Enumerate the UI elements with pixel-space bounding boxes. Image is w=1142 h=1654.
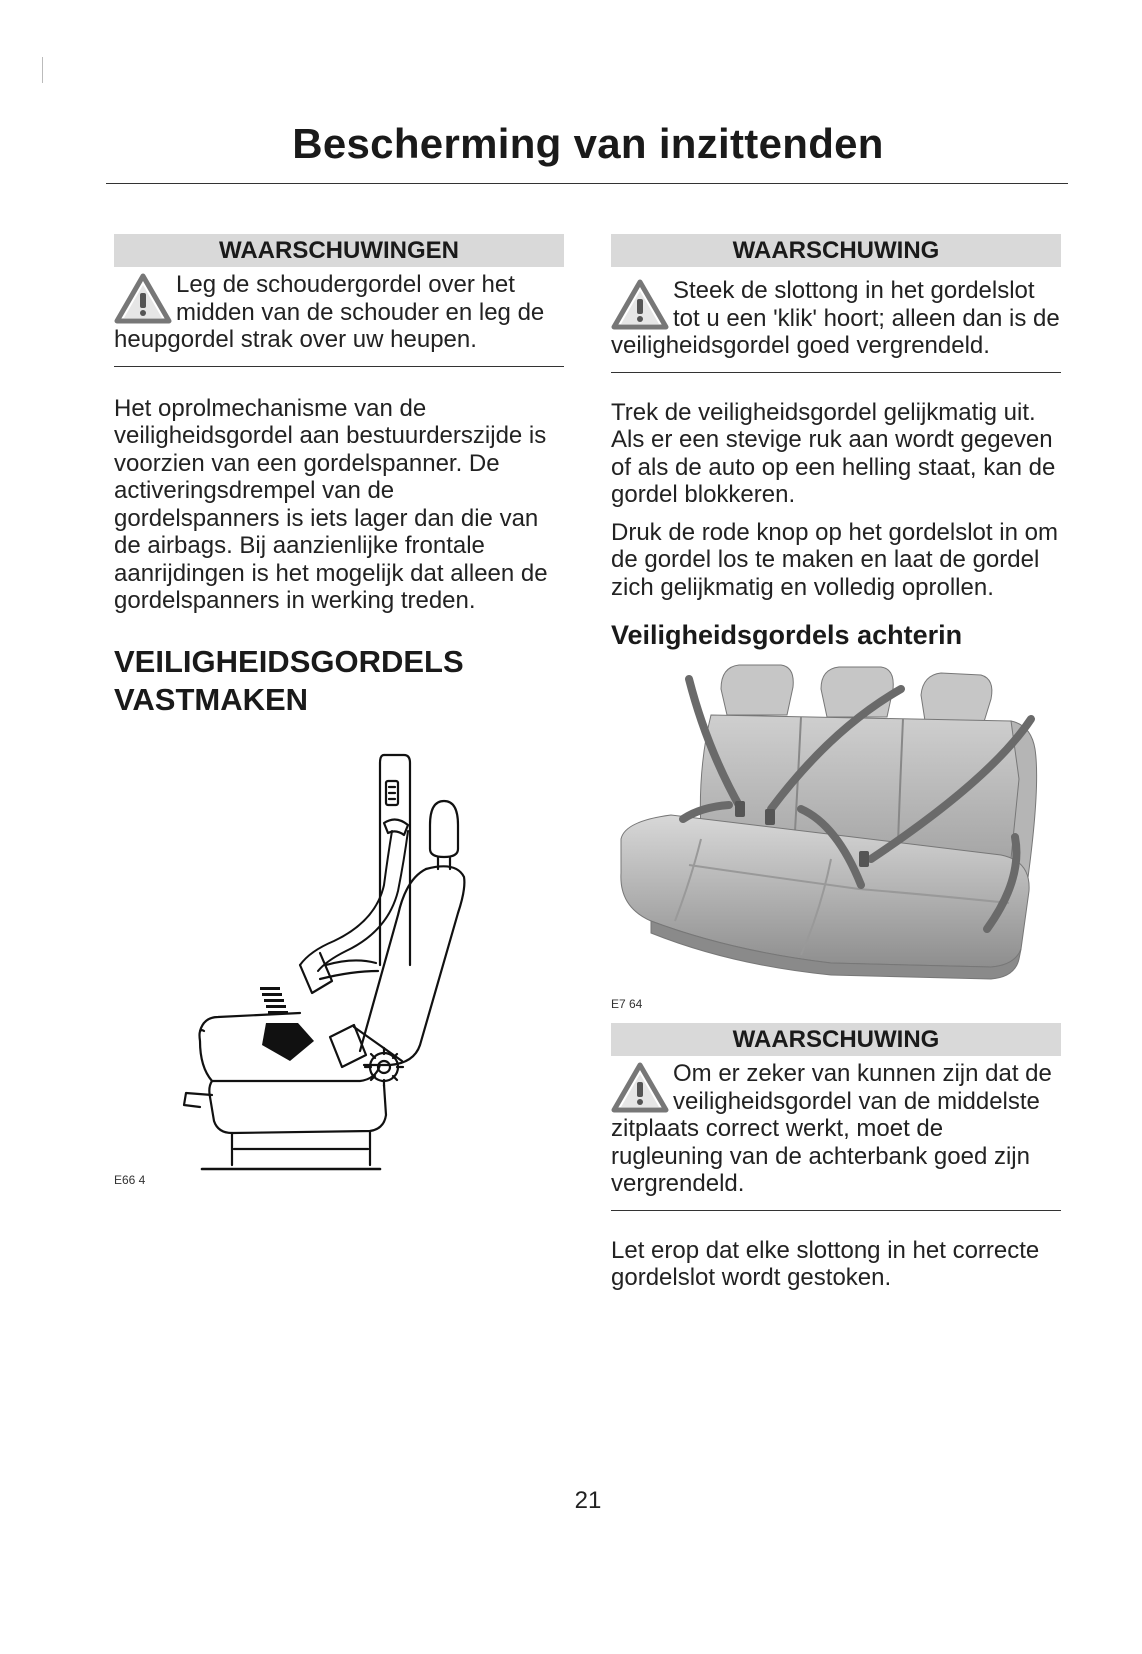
title-divider: [106, 183, 1068, 184]
warning-box: [611, 234, 1061, 373]
warning-text: Leg de schoudergordel over het midden van de schouder en leg de heupgordel strak over uw heupen.: [114, 271, 545, 353]
figure-label: E7 64: [611, 997, 643, 1011]
section-heading-line-2: VASTMAKEN: [114, 681, 309, 717]
warning-text: Steek de slottong in het gordelslot tot u een 'klik' hoort; alleen dan is de veiligheidsgordel goed vergrendeld.: [611, 277, 1060, 359]
warning-divider: [114, 366, 564, 367]
warning-header: WAARSCHUWING: [611, 1023, 1061, 1056]
tongue-paragraph: Let erop dat elke slottong in het correcte gordelslot wordt gestoken.: [611, 1236, 1040, 1291]
front-seat-belt-illustration: [114, 745, 564, 1185]
section-heading-line-1: VEILIGHEIDSGORDELS: [114, 643, 464, 679]
section-heading: [114, 643, 564, 719]
warning-triangle-icon: [611, 279, 669, 331]
warning-triangle-icon: [611, 1062, 669, 1114]
rear-seat-figure: [611, 659, 1061, 1023]
warning-box: [611, 1023, 1061, 1211]
figure-label: E66 4: [114, 1172, 146, 1187]
rear-seat-belts-illustration: [611, 659, 1061, 994]
warning-text: Om er zeker van kunnen zijn dat de veiligheidsgordel van de middelste zitplaats correct werkt, moet de rugleuning van de achterbank goed zijn vergrendeld.: [611, 1060, 1052, 1197]
page-title: Bescherming van inzittenden: [292, 120, 884, 167]
warning-triangle-icon: [114, 273, 172, 325]
release-belt-paragraph: Druk de rode knop op het gordelslot in om de gordel los te maken en laat de gordel zich gelijkmatig en volledig oprollen.: [611, 518, 1058, 601]
warning-body: [611, 271, 1061, 360]
warning-divider: [611, 1210, 1061, 1211]
warning-body: [611, 1060, 1061, 1198]
seat-belt-figure: [114, 745, 564, 1215]
rear-belts-heading: Veiligheidsgordels achterin: [611, 620, 963, 650]
warning-box: [114, 234, 564, 367]
page-number: 21: [574, 1487, 602, 1514]
warning-header: WAARSCHUWINGEN: [114, 234, 564, 267]
pretensioner-paragraph: Het oprolmechanisme van de veiligheidsgordel aan bestuurderszijde is voorzien van een gordelspanner. De activeringsdrempel van de gordelspanners is iets lager dan die van de airbags. Bij aanzienlijke frontale aanrijdingen is het mogelijk dat alleen de gordelspanners in werking treden.: [114, 394, 548, 614]
crop-mark: [42, 57, 43, 83]
warning-body: [114, 271, 564, 354]
warning-header: WAARSCHUWING: [611, 234, 1061, 267]
left-column: [114, 234, 564, 1215]
warning-divider: [611, 372, 1061, 373]
pull-belt-paragraph: Trek de veiligheidsgordel gelijkmatig uit. Als er een stevige ruk aan wordt gegeven of als de auto op een helling staat, kan de gordel blokkeren.: [611, 398, 1056, 508]
right-column: [611, 234, 1061, 1302]
